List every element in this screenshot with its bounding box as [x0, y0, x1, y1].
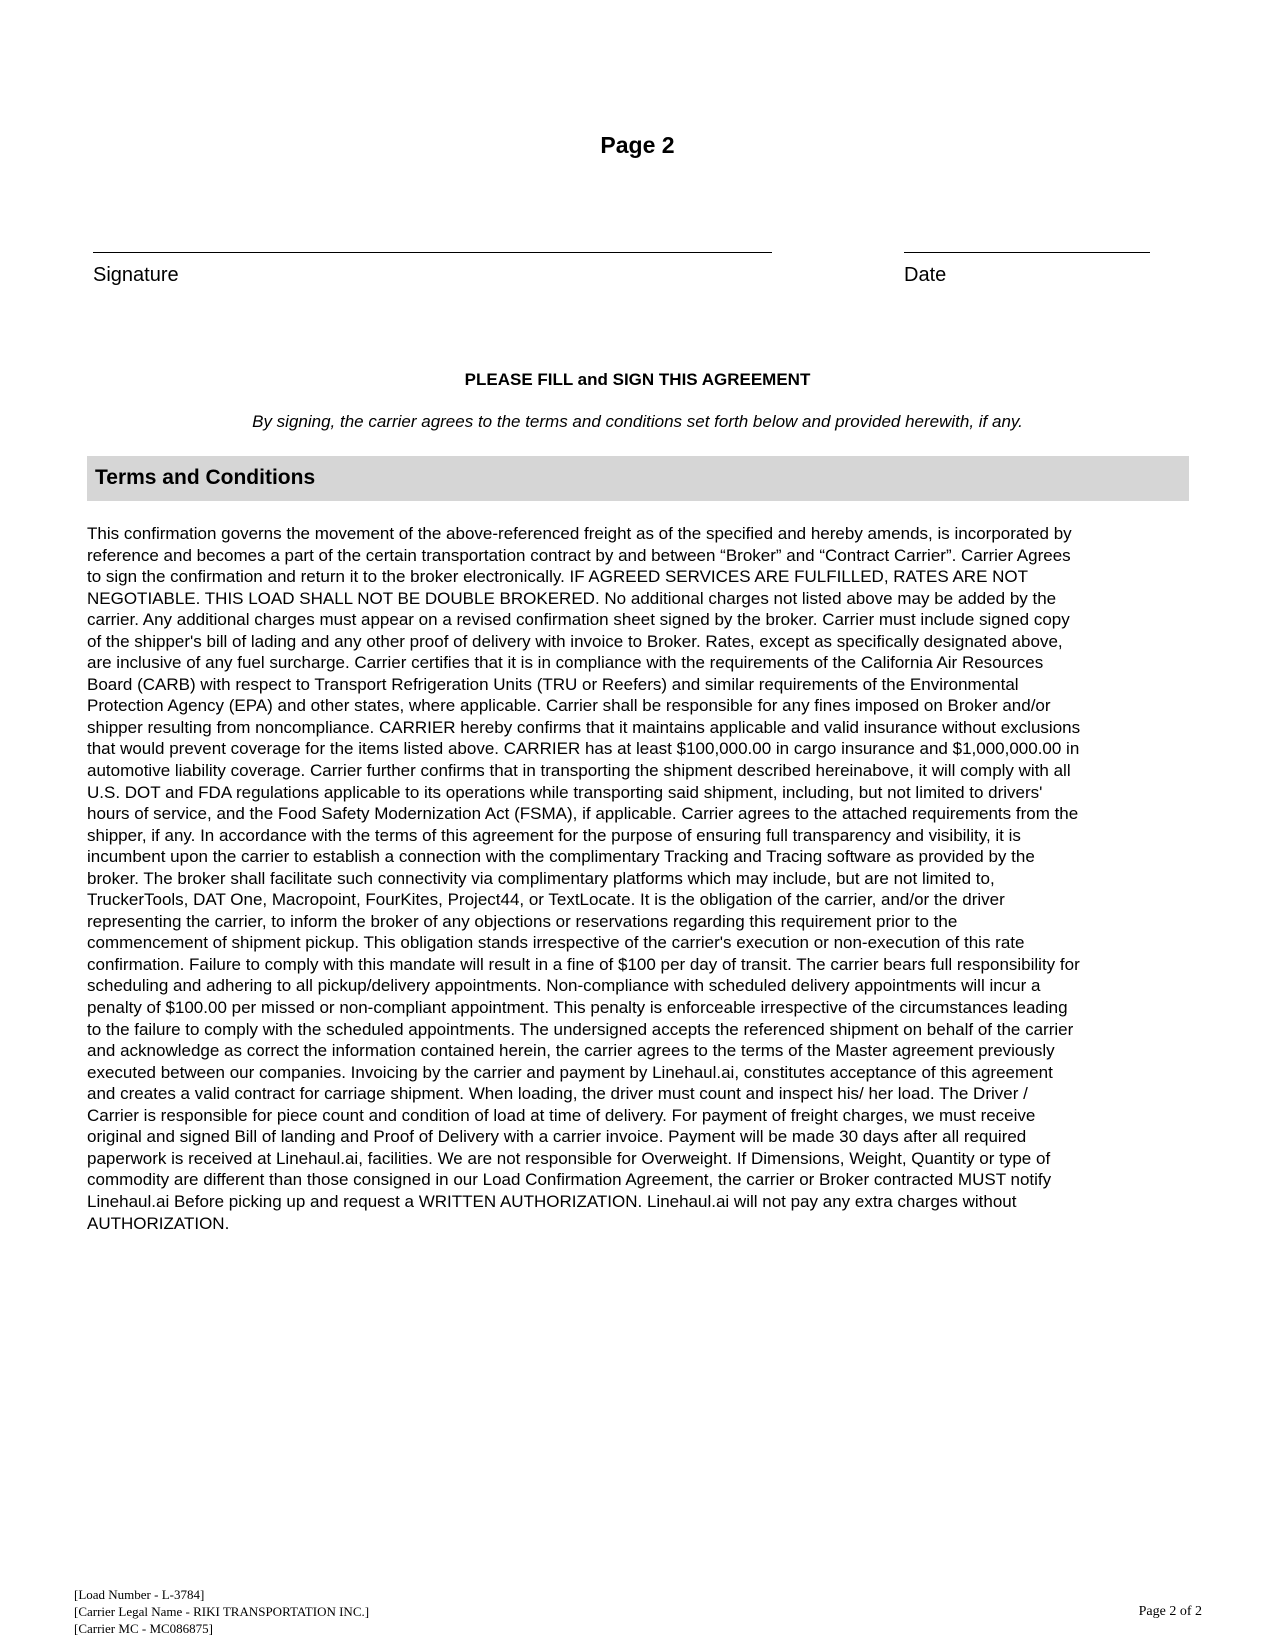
page-title: Page 2	[600, 132, 675, 158]
terms-line: confirmation. Failure to comply with this mandate will result in a fine of $100 per day of transit. The carrier bears full responsibility for	[87, 954, 1080, 974]
date-line	[904, 252, 1150, 253]
terms-line: and acknowledge as correct the information contained herein, the carrier agrees to the terms of the Master agreement previously	[87, 1041, 1055, 1061]
terms-line: Carrier is responsible for piece count and condition of load at time of delivery. For payment of freight charges, we must receive	[87, 1105, 1036, 1125]
footer-carrier-mc: [Carrier MC - MC086875]	[74, 1621, 214, 1636]
terms-line: executed between our companies. Invoicing by the carrier and payment by Linehaul.ai, constitutes acceptance of this agreement	[87, 1062, 1053, 1082]
terms-title: Terms and Conditions	[95, 466, 316, 489]
terms-line: This confirmation governs the movement of the above-referenced freight as of the specified and hereby amends, is incorporated by	[87, 524, 1072, 543]
terms-line: Board (CARB) with respect to Transport Refrigeration Units (TRU or Reefers) and similar requirements of the Environmental	[87, 674, 1019, 694]
terms-line: U.S. DOT and FDA regulations applicable to its operations while transporting said shipment, including, but not limited to drivers'	[87, 782, 1043, 802]
terms-line: Linehaul.ai Before picking up and request a WRITTEN AUTHORIZATION. Linehaul.ai will not pay any extra charges without	[87, 1191, 1017, 1211]
terms-line: NEGOTIABLE. THIS LOAD SHALL NOT BE DOUBLE BROKERED. No additional charges not listed above may be added by the	[87, 588, 1057, 608]
terms-line: commencement of shipment pickup. This obligation stands irrespective of the carrier's execution or non-execution of this rate	[87, 933, 1025, 953]
agreement-heading: PLEASE FILL and SIGN THIS AGREEMENT	[464, 370, 811, 389]
terms-line: to the failure to comply with the scheduled appointments. The undersigned accepts the referenced shipment on behalf of the carrier	[87, 1019, 1074, 1039]
terms-line: automotive liability coverage. Carrier further confirms that in transporting the shipment described hereinabove, it will comply with all	[87, 761, 1071, 781]
document-footer	[74, 1586, 369, 1637]
terms-line: scheduling and adhering to all pickup/delivery appointments. Non-compliance with scheduled delivery appointments will incur a	[87, 976, 1041, 996]
terms-line: to sign the confirmation and return it to the broker electronically. IF AGREED SERVICES ARE FULFILLED, RATES ARE NOT	[87, 567, 1029, 587]
terms-header-bar	[87, 456, 1189, 501]
footer-carrier-legal-name: [Carrier Legal Name - RIKI TRANSPORTATION INC.]	[74, 1604, 370, 1619]
signature-line	[93, 252, 772, 253]
terms-line: Protection Agency (EPA) and other states, where applicable. Carrier shall be responsible for any fines imposed on Broker and/or	[87, 696, 1051, 716]
terms-line: TruckerTools, DAT One, Macropoint, FourKites, Project44, or TextLocate. It is the obligation of the carrier, and/or the driver	[87, 890, 1005, 910]
footer-load-number: [Load Number - L-3784]	[74, 1587, 205, 1602]
date-label: Date	[904, 264, 947, 286]
terms-line: representing the carrier, to inform the broker of any objections or reservations regarding this requirement prior to the	[87, 911, 958, 931]
terms-line: original and signed Bill of landing and Proof of Delivery with a carrier invoice. Payment will be made 30 days after all required	[87, 1127, 1027, 1147]
terms-line: AUTHORIZATION.	[87, 1213, 230, 1233]
signature-label: Signature	[93, 264, 179, 286]
terms-line: shipper, if any. In accordance with the terms of this agreement for the purpose of ensuring full transparency and visibility, it is	[87, 825, 1021, 845]
page-indicator: Page 2 of 2	[1138, 1604, 1202, 1619]
agreement-subheading: By signing, the carrier agrees to the terms and conditions set forth below and provided herewith, if any.	[252, 412, 1023, 431]
terms-body	[87, 523, 1197, 1234]
terms-line: hours of service, and the Food Safety Modernization Act (FSMA), if applicable. Carrier agrees to the attached requirements from the	[87, 804, 1079, 824]
terms-line: of the shipper's bill of lading and any other proof of delivery with invoice to Broker. Rates, except as specifically designated above,	[87, 631, 1063, 651]
terms-line: that would prevent coverage for the items listed above. CARRIER has at least $100,000.00 in cargo insurance and $1,000,000.00 in	[87, 739, 1080, 759]
terms-line: incumbent upon the carrier to establish a connection with the complimentary Tracking and Tracing software as provided by the	[87, 847, 1035, 867]
terms-line: shipper resulting from noncompliance. CARRIER hereby confirms that it maintains applicable and valid insurance without exclusions	[87, 717, 1081, 737]
terms-line: broker. The broker shall facilitate such connectivity via complimentary platforms which may include, but are not limited to,	[87, 868, 995, 888]
terms-line: are inclusive of any fuel surcharge. Carrier certifies that it is in compliance with the requirements of the California Air Resources	[87, 653, 1044, 673]
terms-line: commodity are different than those consigned in our Load Confirmation Agreement, the carrier or Broker contracted MUST notify	[87, 1170, 1052, 1190]
terms-line: penalty of $100.00 per missed or non-compliant appointment. This penalty is enforceable irrespective of the circumstances leading	[87, 998, 1068, 1018]
terms-line: reference and becomes a part of the certain transportation contract by and between “Broker” and “Contract Carrier”. Carrier Agrees	[87, 545, 1071, 565]
terms-line: paperwork is received at Linehaul.ai, facilities. We are not responsible for Overweight. If Dimensions, Weight, Quantity or type of	[87, 1148, 1051, 1168]
terms-line: and creates a valid contract for carriage shipment. When loading, the driver must count and inspect his/ her load. The Driver /	[87, 1084, 1028, 1104]
terms-line: carrier. Any additional charges must appear on a revised confirmation sheet signed by the broker. Carrier must include signed copy	[87, 610, 1070, 630]
